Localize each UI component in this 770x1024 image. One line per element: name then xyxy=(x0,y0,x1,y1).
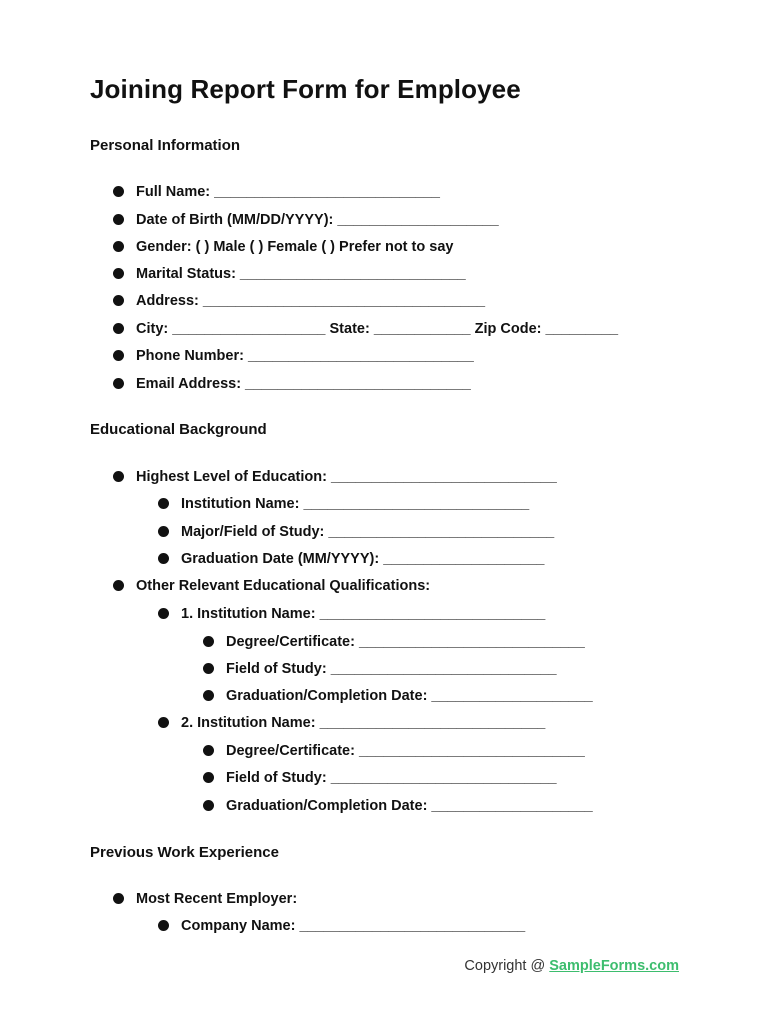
bullet-icon xyxy=(203,636,214,647)
bullet-icon xyxy=(203,663,214,674)
bullet-icon xyxy=(113,241,124,252)
list-item-inst1-date: Graduation/Completion Date: ____________________ xyxy=(203,687,593,705)
list-item-marital-status: Marital Status: ____________________________ xyxy=(113,265,466,283)
bullet-icon xyxy=(158,920,169,931)
bullet-icon xyxy=(113,268,124,279)
list-item-other-qualifications: Other Relevant Educational Qualifications: xyxy=(113,577,430,595)
list-item-institution-1: 1. Institution Name: ____________________________ xyxy=(158,605,545,623)
list-item-graduation-date: Graduation Date (MM/YYYY): ____________________ xyxy=(158,550,545,568)
page-title: Joining Report Form for Employee xyxy=(90,74,521,104)
list-item-recent-employer: Most Recent Employer: xyxy=(113,890,297,908)
bullet-icon xyxy=(113,378,124,389)
list-item-email-address: Email Address: ____________________________ xyxy=(113,375,471,393)
list-item-inst1-field: Field of Study: ____________________________ xyxy=(203,660,557,678)
bullet-icon xyxy=(158,553,169,564)
section-heading-education: Educational Background xyxy=(90,421,267,438)
list-item-institution-name: Institution Name: ____________________________ xyxy=(158,495,529,513)
list-item-company-name: Company Name: ____________________________ xyxy=(158,917,525,935)
bullet-icon xyxy=(113,323,124,334)
list-item-major: Major/Field of Study: ____________________________ xyxy=(158,523,554,541)
bullet-icon xyxy=(158,717,169,728)
list-item-gender: Gender: ( ) Male ( ) Female ( ) Prefer not to say xyxy=(113,238,453,256)
list-item-inst2-date: Graduation/Completion Date: ____________________ xyxy=(203,797,593,815)
bullet-icon xyxy=(113,186,124,197)
bullet-icon xyxy=(203,745,214,756)
brand-link[interactable]: SampleForms.com xyxy=(549,958,679,974)
list-item-inst2-field: Field of Study: ____________________________ xyxy=(203,769,557,787)
bullet-icon xyxy=(203,690,214,701)
bullet-icon xyxy=(158,498,169,509)
list-item-inst2-degree: Degree/Certificate: ____________________________ xyxy=(203,742,585,760)
section-heading-personal: Personal Information xyxy=(90,137,241,154)
list-item-address: Address: ___________________________________ xyxy=(113,292,485,310)
bullet-icon xyxy=(113,295,124,306)
bullet-icon xyxy=(203,800,214,811)
bullet-icon xyxy=(113,580,124,591)
list-item-phone-number: Phone Number: ____________________________ xyxy=(113,347,474,365)
list-item-inst1-degree: Degree/Certificate: ____________________________ xyxy=(203,633,585,651)
bullet-icon xyxy=(158,526,169,537)
copyright-footer xyxy=(464,958,679,974)
bullet-icon xyxy=(113,214,124,225)
bullet-icon xyxy=(203,772,214,783)
section-heading-work: Previous Work Experience xyxy=(90,844,279,861)
list-item-city-state-zip: City: ___________________ State: ____________ Zip Code: _________ xyxy=(113,320,618,338)
list-item-highest-education: Highest Level of Education: ____________________________ xyxy=(113,468,557,486)
list-item-full-name: Full Name: ____________________________ xyxy=(113,183,440,201)
bullet-icon xyxy=(113,893,124,904)
copyright-text: Copyright @ xyxy=(464,958,550,974)
bullet-icon xyxy=(113,471,124,482)
list-item-date-of-birth: Date of Birth (MM/DD/YYYY): ____________________ xyxy=(113,211,499,229)
list-item-institution-2: 2. Institution Name: ____________________________ xyxy=(158,714,545,732)
bullet-icon xyxy=(113,350,124,361)
bullet-icon xyxy=(158,608,169,619)
